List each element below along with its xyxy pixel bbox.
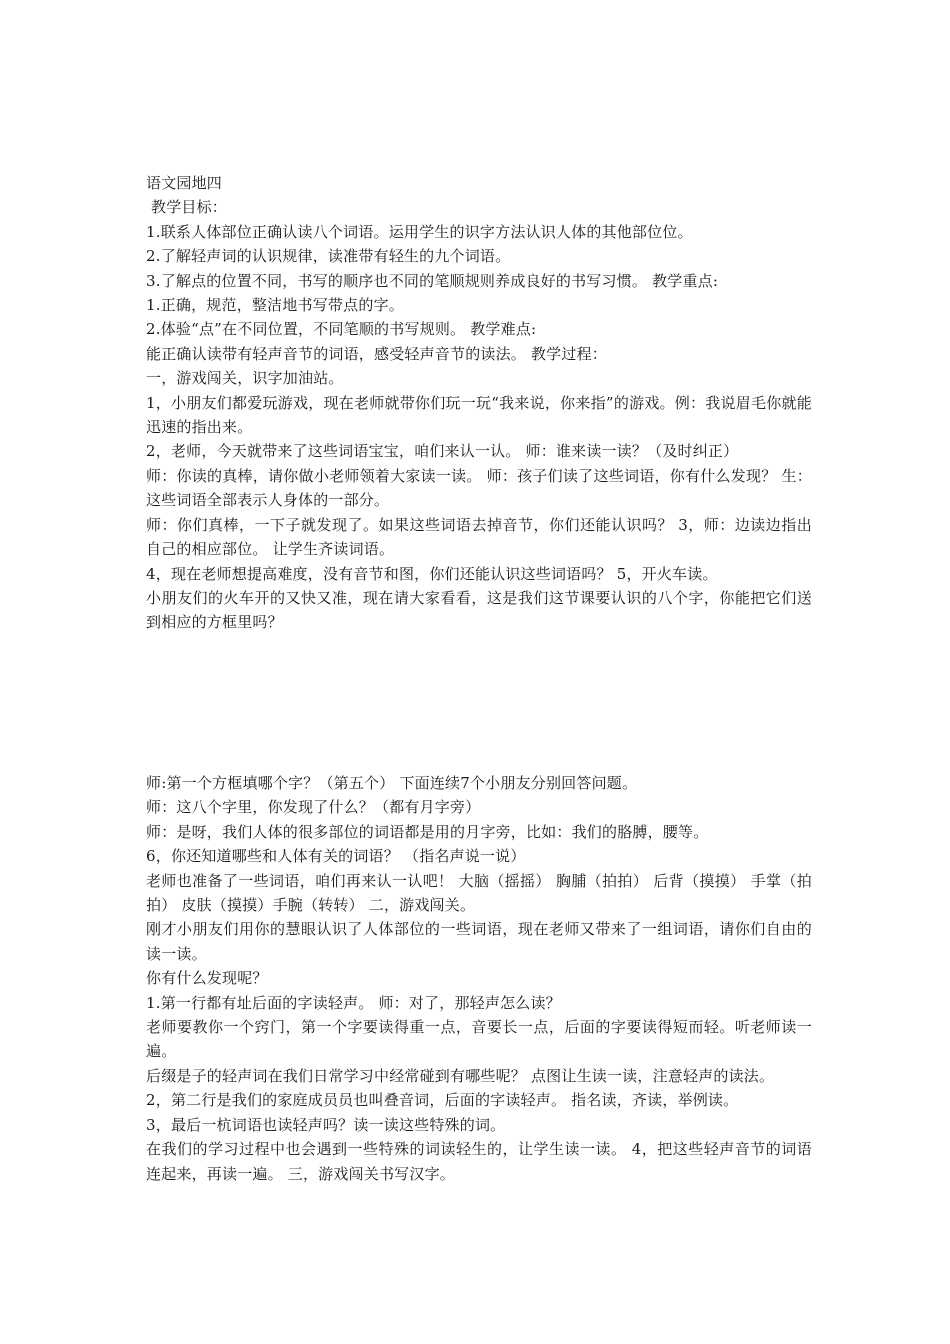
paragraph: 4，现在老师想提高难度，没有音节和图，你们还能认识这些词语吗？ 5，开火车读。 (146, 564, 718, 583)
paragraph: 1.第一行都有址后面的字读轻声。 师：对了，那轻声怎么读？ (146, 993, 561, 1012)
paragraph: 2.体验“点”在不同位置，不同笔顺的书写规则。 教学难点: (146, 320, 537, 339)
paragraph: 1.联系人体部位正确认读八个词语。运用学生的识字方法认识人体的其他部位位。 (146, 222, 693, 241)
paragraph: 一，游戏闯关，识字加油站。 (146, 369, 344, 388)
lesson-plan-part-2 (146, 771, 812, 1186)
paragraph: 2，第二行是我们的家庭成员员也叫叠音词，后面的字读轻声。 指名读，齐读，举例读。 (146, 1091, 739, 1110)
paragraph: 你有什么发现呢？ (146, 969, 268, 988)
paragraph: 师：你们真棒，一下子就发现了。如果这些词语去掉音节，你们还能认识吗？ 3，师：边读边指出自己的相应部位。 让学生齐读词语。 (146, 515, 812, 559)
paragraph: 在我们的学习过程中也会遇到一些特殊的词读轻生的，让学生读一读。 4，把这些轻声音节的词语连起来，再读一遍。 三，游戏闯关书写汉字。 (146, 1140, 812, 1183)
paragraph: 1.正确，规范，整洁地书写带点的字。 (146, 296, 404, 315)
teaching-goals-heading: 教学目标： (151, 198, 228, 217)
document-title: 语文园地四 (146, 174, 223, 192)
paragraph: 后缀是子的轻声词在我们日常学习中经常碰到有哪些呢？ 点图让生读一读，注意轻声的读法。 (146, 1066, 775, 1085)
paragraph: 老师也准备了一些词语，咱们再来认一认吧！ 大脑（摇摇） 胸脯（拍拍） 后背（摸摸） 手掌（拍拍） 皮肤（摸摸）手腕（转转） 二，游戏闯关。 (146, 871, 812, 915)
paragraph: 刚才小朋友们用你的慧眼认识了人体部位的一些词语，现在老师又带来了一组词语，请你们自由的读一读。 (146, 920, 812, 963)
paragraph: 师：是呀，我们人体的很多部位的词语都是用的月字旁，比如：我们的胳膊，腰等。 (146, 822, 709, 841)
paragraph: 1，小朋友们都爱玩游戏，现在老师就带你们玩一玩“我来说，你来指”的游戏。例：我说眉毛你就能迅速的指出来。 (146, 393, 812, 437)
paragraph: 老师要教你一个窍门，第一个字要读得重一点，音要长一点，后面的字要读得短而轻。听老师读一遍。 (146, 1018, 812, 1061)
paragraph: 师：这八个字里，你发现了什么？（都有月字旁） (146, 798, 481, 817)
paragraph: 小朋友们的火车开的又快又准，现在请大家看看，这是我们这节课要认识的八个字，你能把它们送到相应的方框里吗？ (146, 588, 812, 632)
paragraph: 2，老师，今天就带来了这些词语宝宝，咱们来认一认。 师：谁来读一读？（及时纠正） (146, 442, 739, 461)
paragraph: 2.了解轻声词的认识规律，读准带有轻生的九个词语。 (146, 247, 511, 266)
paragraph: 6，你还知道哪些和人体有关的词语？ （指名声说一说） (146, 847, 526, 866)
paragraph: 师:第一个方框填哪个字？（第五个） 下面连续7个小朋友分别回答问题。 (146, 774, 638, 792)
paragraph: 能正确认读带有轻声音节的词语，感受轻声音节的读法。 教学过程： (146, 344, 607, 363)
paragraph: 师：你读的真棒，请你做小老师领着大家读一读。 师：孩子们读了这些词语，你有什么发现？ 生：这些词语全部表示人身体的一部分。 (146, 466, 812, 510)
paragraph: 3.了解点的位置不同，书写的顺序也不同的笔顺规则养成良好的书写习惯。 教学重点: (146, 271, 719, 290)
lesson-plan-part-1 (146, 171, 812, 635)
paragraph: 3，最后一杭词语也读轻声吗？读一读这些特殊的词。 (146, 1115, 506, 1134)
